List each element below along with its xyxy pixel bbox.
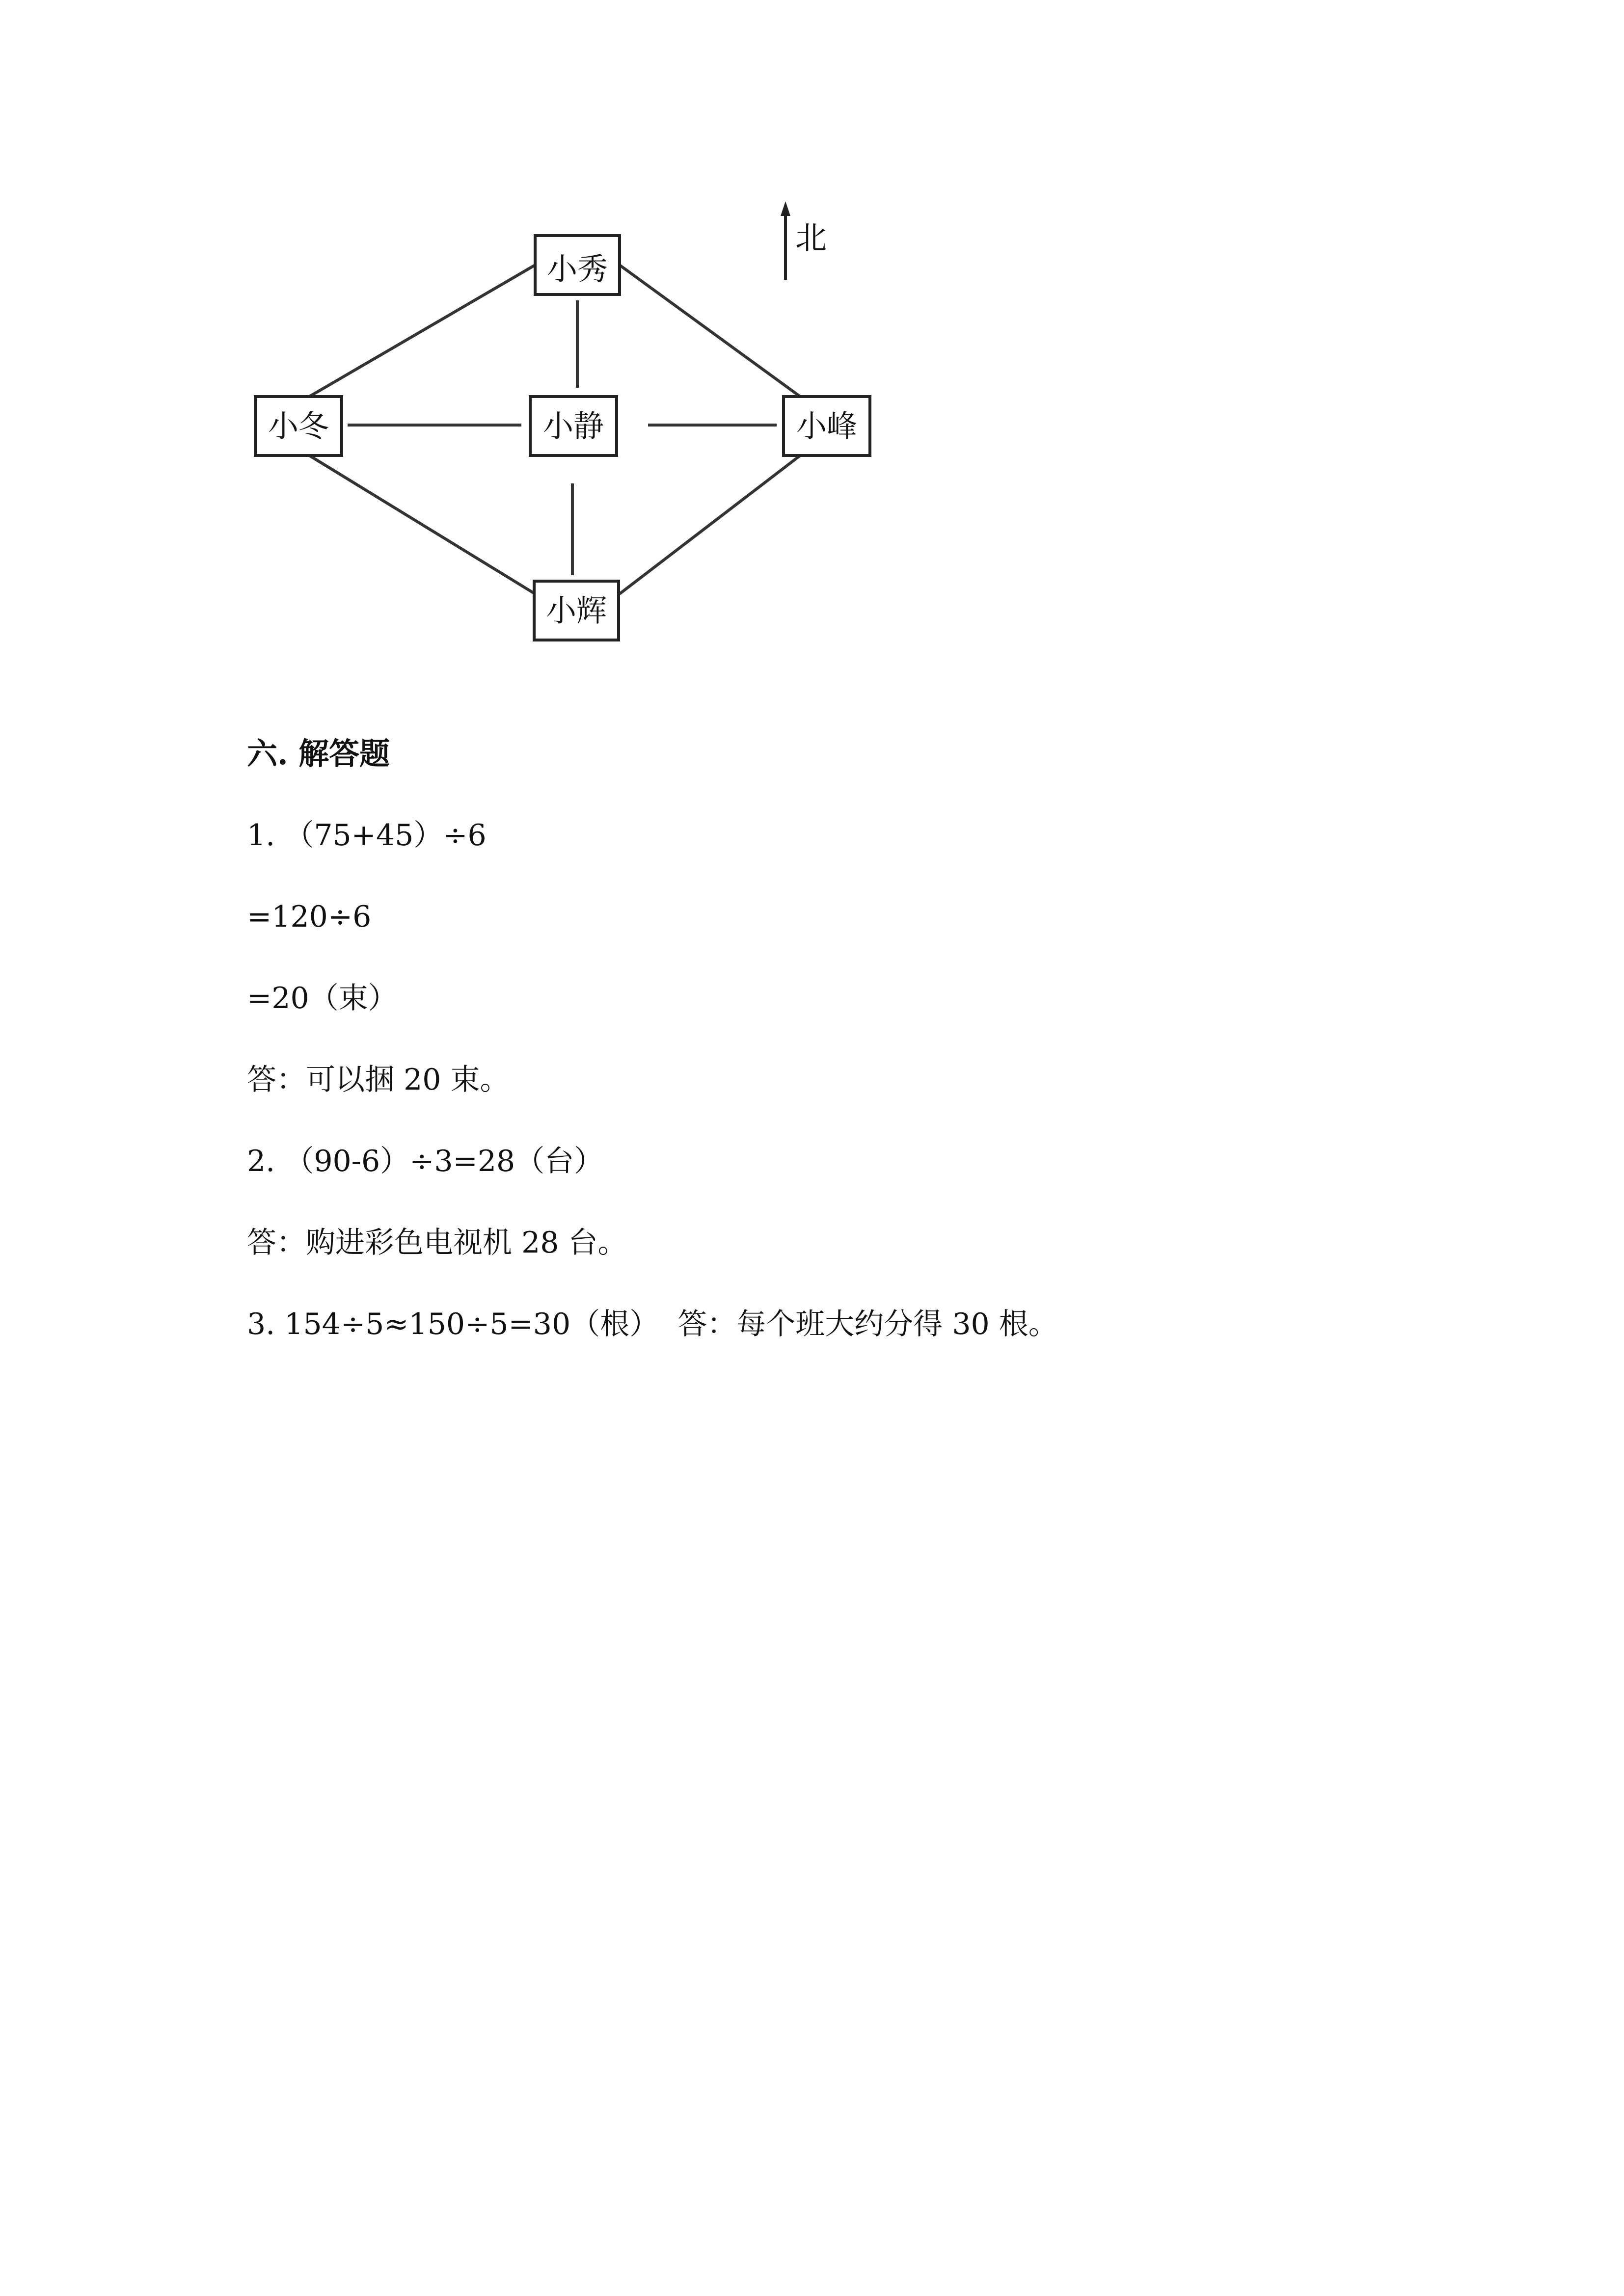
north-label: 北	[795, 220, 827, 257]
north-arrow-head-icon	[781, 201, 790, 216]
north-arrow	[781, 201, 827, 280]
edge-xiu-feng	[620, 265, 800, 397]
section-title: 六. 解答题	[247, 736, 390, 772]
node-xiaohui	[534, 581, 619, 640]
node-xiaodong	[255, 397, 342, 455]
answer-2-conclusion: 答：购进彩色电视机 28 台。	[247, 1226, 627, 1260]
answer-1-step-1: 1. （75+45）÷6	[247, 818, 487, 853]
node-label-xiaojing: 小静	[542, 408, 604, 444]
position-diagram	[0, 0, 1624, 687]
node-label-xiaofeng: 小峰	[796, 408, 858, 444]
edge-dong-hui	[309, 455, 535, 594]
node-xiaofeng	[784, 397, 870, 455]
node-label-xiaodong: 小冬	[268, 408, 329, 444]
node-label-xiaohui: 小辉	[545, 592, 607, 629]
node-label-xiaoxiu: 小秀	[546, 251, 608, 287]
answer-1-step-3: =20（束）	[247, 981, 398, 1015]
edge-dong-xiu	[309, 265, 535, 397]
answer-1-conclusion: 答：可以捆 20 束。	[247, 1063, 510, 1097]
answer-1-step-2: =120÷6	[247, 900, 372, 934]
node-xiaoxiu	[535, 236, 620, 294]
answer-2-equation: 2. （90-6）÷3=28（台）	[247, 1144, 604, 1178]
edge-hui-feng	[620, 455, 800, 594]
answer-3: 3. 154÷5≈150÷5=30（根） 答：每个班大约分得 30 根。	[247, 1307, 1058, 1341]
node-xiaojing	[530, 397, 617, 455]
